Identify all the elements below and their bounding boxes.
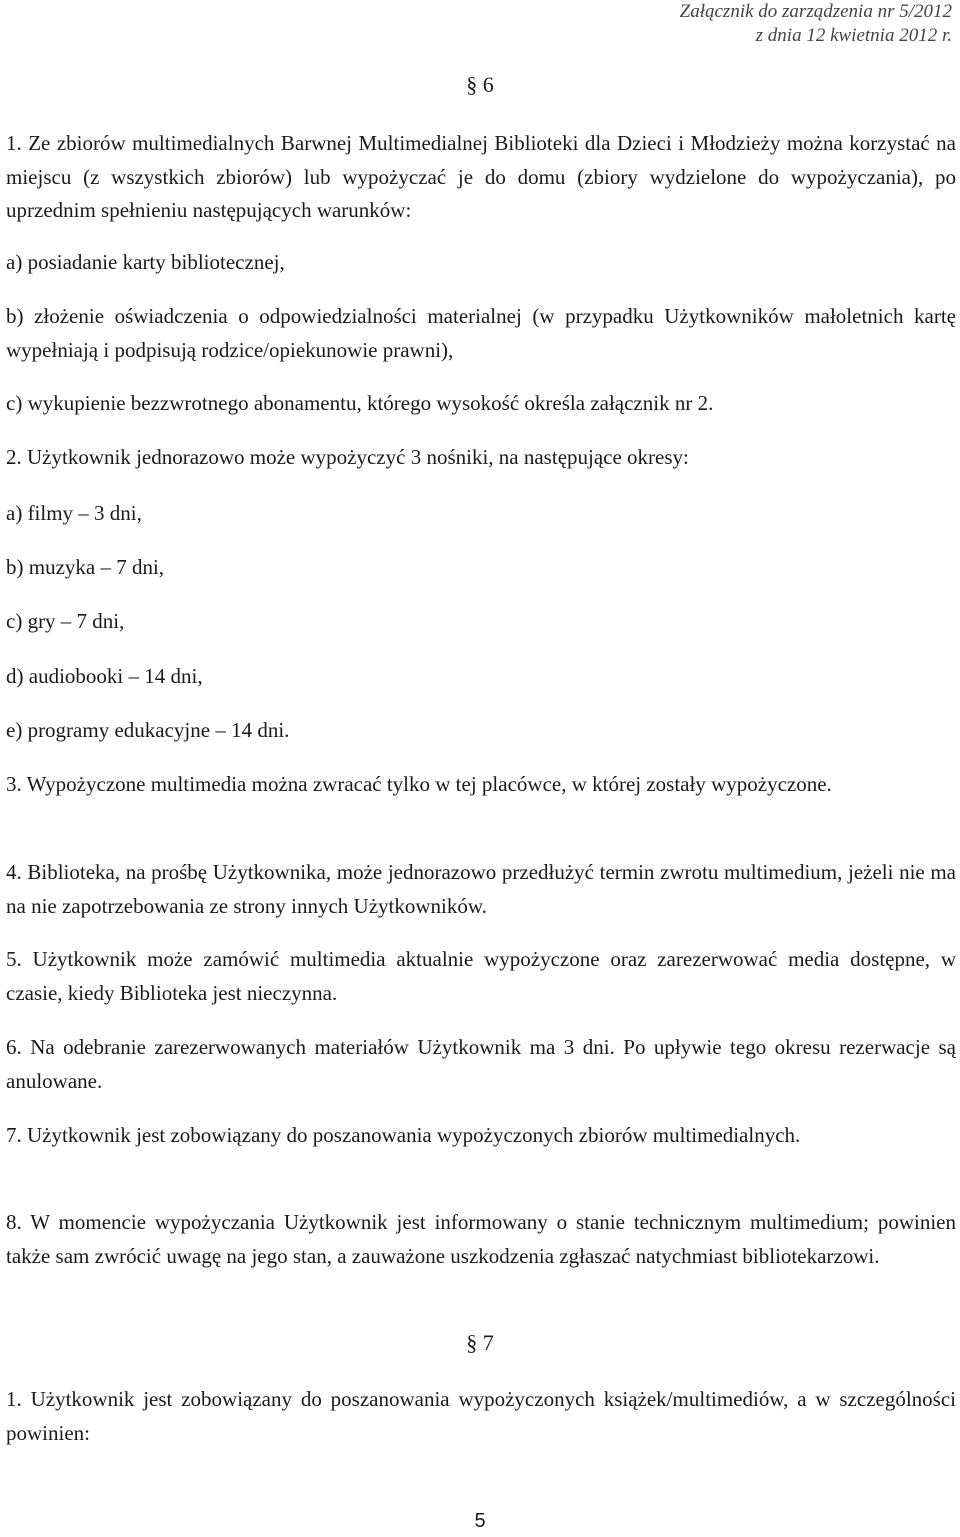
paragraph-6-2e: e) programy edukacyjne – 14 dni. xyxy=(6,718,290,742)
paragraph-6-2a: a) filmy – 3 dni, xyxy=(6,501,142,525)
header-line-1: Załącznik do zarządzenia nr 5/2012 xyxy=(679,1,952,22)
paragraph-6-1: 1. Ze zbiorów multimedialnych Barwnej Multimedialnej Biblioteki dla Dzieci i Młodzieży można korzystać na miejscu (z wszystkich zbiorów) lub wypożyczać je do domu (zbiory wydzielone do wypożyczania), po uprzednim spełnieniu następujących warunków: xyxy=(6,131,956,222)
paragraph-6-1a: a) posiadanie karty bibliotecznej, xyxy=(6,250,285,274)
paragraph-6-6: 6. Na odebranie zarezerwowanych materiałów Użytkownik ma 3 dni. Po upływie tego okresu rezerwacje są anulowane. xyxy=(6,1035,956,1093)
paragraph-6-2: 2. Użytkownik jednorazowo może wypożyczyć 3 nośniki, na następujące okresy: xyxy=(6,445,689,469)
section-6-title: § 6 xyxy=(466,72,494,97)
paragraph-6-1c: c) wykupienie bezzwrotnego abonamentu, którego wysokość określa załącznik nr 2. xyxy=(6,391,714,415)
paragraph-6-2c: c) gry – 7 dni, xyxy=(6,609,125,633)
document-header xyxy=(680,0,952,48)
paragraph-6-3: 3. Wypożyczone multimedia można zwracać tylko w tej placówce, w której zostały wypożyczone. xyxy=(6,772,832,796)
paragraph-6-7: 7. Użytkownik jest zobowiązany do poszanowania wypożyczonych zbiorów multimedialnych. xyxy=(6,1123,801,1147)
paragraph-6-2d: d) audiobooki – 14 dni, xyxy=(6,664,203,688)
paragraph-6-4: 4. Biblioteka, na prośbę Użytkownika, może jednorazowo przedłużyć termin zwrotu multimedium, jeżeli nie ma na nie zapotrzebowania ze strony innych Użytkowników. xyxy=(6,860,956,918)
header-line-2: z dnia 12 kwietnia 2012 r. xyxy=(755,25,952,46)
section-7-title: § 7 xyxy=(466,1330,494,1355)
paragraph-6-8: 8. W momencie wypożyczania Użytkownik jest informowany o stanie technicznym multimedium; powinien także sam zwrócić uwagę na jego stan, a zauważone uszkodzenia zgłaszać natychmiast bibliotekarzowi. xyxy=(6,1210,956,1268)
paragraph-6-2b: b) muzyka – 7 dni, xyxy=(6,555,165,579)
paragraph-7-1: 1. Użytkownik jest zobowiązany do poszanowania wypożyczonych książek/multimediów, a w szczególności powinien: xyxy=(6,1387,956,1445)
paragraph-6-5: 5. Użytkownik może zamówić multimedia aktualnie wypożyczone oraz zarezerwować media dostępne, w czasie, kiedy Biblioteka jest nieczynna. xyxy=(6,947,956,1005)
paragraph-6-1b: b) złożenie oświadczenia o odpowiedzialności materialnej (w przypadku Użytkowników małoletnich kartę wypełniają i podpisują rodzice/opiekunowie prawni), xyxy=(6,304,956,362)
page-number: 5 xyxy=(474,1510,486,1532)
